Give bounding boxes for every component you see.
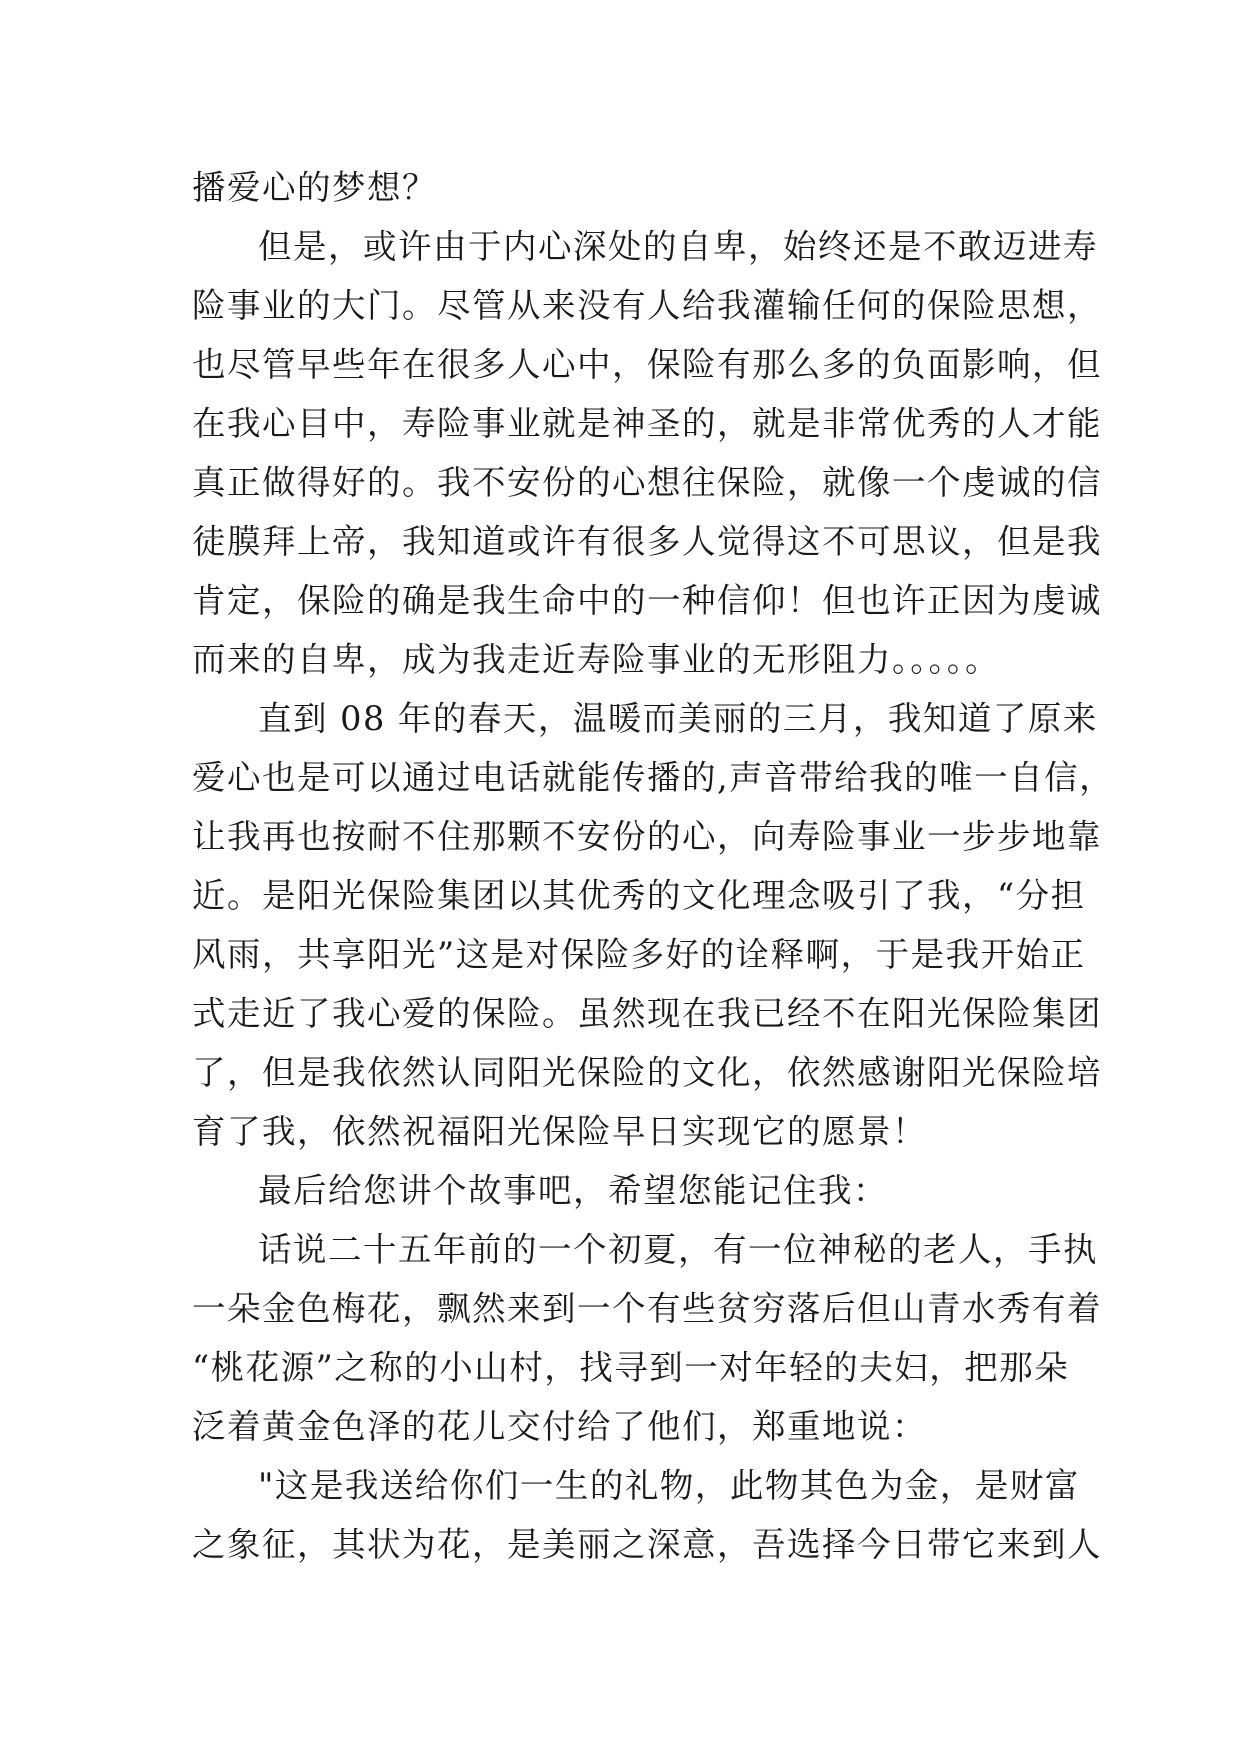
- text-line: 播爱心的梦想？: [192, 168, 437, 207]
- text-line: 爱心也是可以通过电话就能传播的,声音带给我的唯一自信，: [192, 758, 1115, 797]
- text-line: 近。是阳光保险集团以其优秀的文化理念吸引了我，“分担: [192, 876, 1086, 915]
- text-line: 话说二十五年前的一个初夏，有一位神秘的老人，手执: [258, 1230, 1098, 1269]
- text-line: 最后给您讲个故事吧，希望您能记住我：: [258, 1171, 888, 1210]
- text-line: 险事业的大门。尽管从来没有人给我灌输任何的保险思想，: [192, 286, 1102, 325]
- text-line: 式走近了我心爱的保险。虽然现在我已经不在阳光保险集团: [192, 994, 1102, 1033]
- text-line: 直到 08 年的春天，温暖而美丽的三月，我知道了原来: [258, 699, 1098, 738]
- text-line: 真正做得好的。我不安份的心想往保险，就像一个虔诚的信: [192, 463, 1102, 502]
- text-line: 肯定，保险的确是我生命中的一种信仰！但也许正因为虔诚: [192, 581, 1102, 620]
- text-line: 了，但是我依然认同阳光保险的文化，依然感谢阳光保险培: [192, 1053, 1102, 1092]
- text-line: “桃花源”之称的小山村，找寻到一对年轻的夫妇，把那朵: [192, 1348, 1070, 1387]
- text-line: 但是，或许由于内心深处的自卑，始终还是不敢迈进寿: [258, 227, 1098, 266]
- text-line: 而来的自卑，成为我走近寿险事业的无形阻力。。。。。: [192, 640, 1000, 679]
- text-line: 之象征，其状为花，是美丽之深意，吾选择今日带它来到人: [192, 1525, 1102, 1564]
- text-line: "这是我送给你们一生的礼物，此物其色为金，是财富: [258, 1466, 1080, 1505]
- text-line: 在我心目中，寿险事业就是神圣的，就是非常优秀的人才能: [192, 404, 1102, 443]
- text-line: 徒膜拜上帝，我知道或许有很多人觉得这不可思议，但是我: [192, 522, 1102, 561]
- text-line: 也尽管早些年在很多人心中，保险有那么多的负面影响，但: [192, 345, 1102, 384]
- text-line: 让我再也按耐不住那颗不安份的心，向寿险事业一步步地靠: [192, 817, 1102, 856]
- body-text: [192, 158, 1115, 1574]
- text-line: 育了我，依然祝福阳光保险早日实现它的愿景！: [192, 1112, 927, 1151]
- text-line: 一朵金色梅花，飘然来到一个有些贫穷落后但山青水秀有着: [192, 1289, 1102, 1328]
- text-line: 风雨，共享阳光”这是对保险多好的诠释啊，于是我开始正: [192, 935, 1086, 974]
- text-line: 泛着黄金色泽的花儿交付给了他们，郑重地说：: [192, 1407, 927, 1446]
